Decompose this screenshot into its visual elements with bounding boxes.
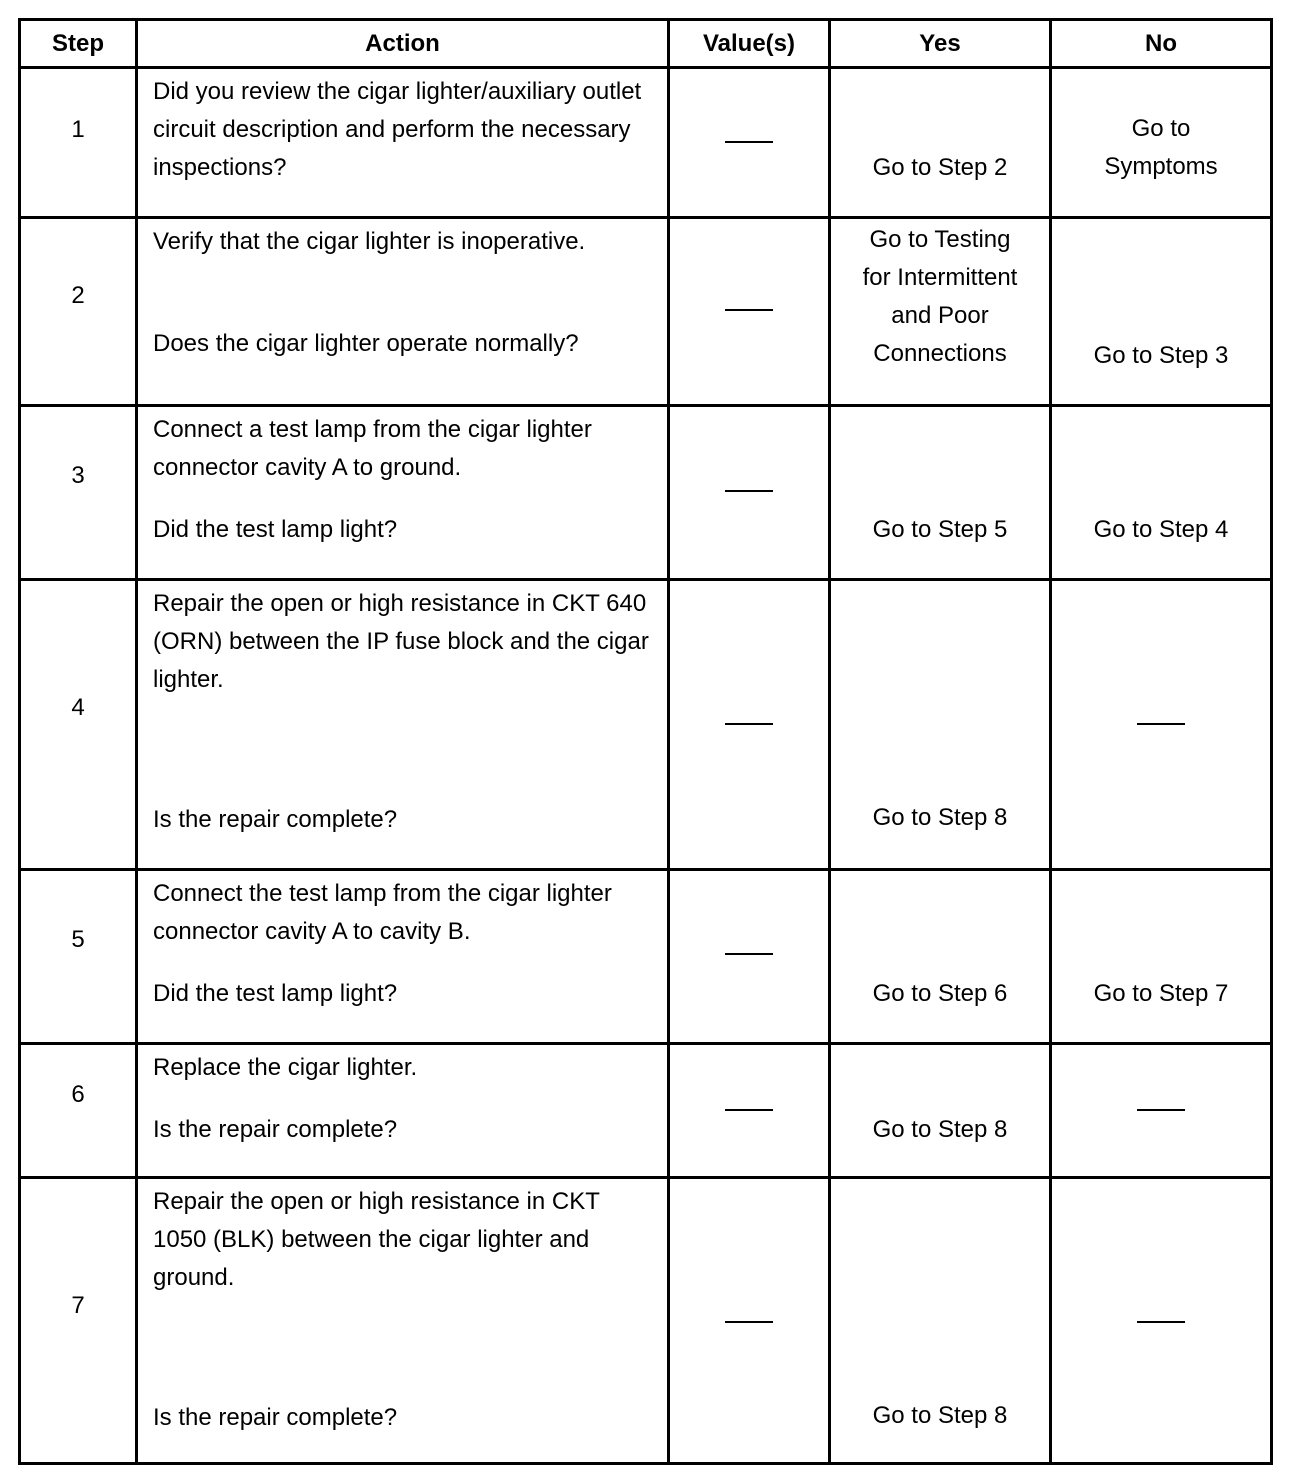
step-number: 5 (71, 926, 85, 953)
value-cell (669, 1044, 830, 1178)
value-cell (669, 406, 830, 580)
value-cell (669, 218, 830, 406)
action-text: Repair the open or high resistance in CKT 1050 (BLK) between the cigar lighter and ground. (153, 1188, 600, 1291)
step-cell (20, 580, 137, 870)
header-row (20, 20, 1272, 68)
yes-link[interactable]: Go to Step 6 (872, 980, 1008, 1007)
action-question: Did the test lamp light? (153, 516, 398, 543)
step-number: 1 (71, 116, 85, 143)
no-dash (1137, 1321, 1185, 1323)
table-row (20, 1044, 1272, 1178)
action-cell (137, 1044, 669, 1178)
yes-cell (830, 68, 1051, 218)
value-dash (725, 490, 773, 492)
no-dash (1137, 723, 1185, 725)
diagnostic-table (18, 18, 1273, 1465)
yes-cell (830, 406, 1051, 580)
value-cell (669, 580, 830, 870)
action-text: Verify that the cigar lighter is inoperative. (153, 228, 586, 255)
value-dash (725, 309, 773, 311)
header-step: Step (20, 20, 137, 68)
value-cell (669, 1178, 830, 1464)
action-text: Did you review the cigar lighter/auxiliary outlet circuit description and perform the necessary inspections? (153, 78, 642, 181)
action-cell (137, 68, 669, 218)
yes-cell (830, 580, 1051, 870)
header-no: No (1051, 20, 1272, 68)
no-cell (1051, 218, 1272, 406)
step-cell (20, 1178, 137, 1464)
yes-cell (830, 870, 1051, 1044)
no-cell (1051, 1044, 1272, 1178)
step-number: 6 (71, 1081, 85, 1108)
no-cell (1051, 68, 1272, 218)
no-link[interactable]: Go to Step 7 (1093, 980, 1229, 1007)
step-cell (20, 218, 137, 406)
header-yes: Yes (830, 20, 1051, 68)
no-cell (1051, 580, 1272, 870)
value-dash (725, 1321, 773, 1323)
no-cell (1051, 1178, 1272, 1464)
yes-cell (830, 1178, 1051, 1464)
no-link[interactable]: Go to Symptoms (1104, 115, 1218, 180)
no-dash (1137, 1109, 1185, 1111)
value-cell (669, 68, 830, 218)
action-text: Replace the cigar lighter. (153, 1054, 418, 1081)
table-row (20, 406, 1272, 580)
action-text: Connect the test lamp from the cigar lighter connector cavity A to cavity B. (153, 880, 612, 945)
step-cell (20, 1044, 137, 1178)
value-dash (725, 723, 773, 725)
no-link[interactable]: Go to Step 3 (1093, 342, 1229, 369)
action-cell (137, 218, 669, 406)
value-cell (669, 870, 830, 1044)
step-number: 2 (71, 282, 85, 309)
yes-link[interactable]: Go to Step 8 (872, 1116, 1008, 1143)
step-cell (20, 406, 137, 580)
yes-link[interactable]: Go to Step 8 (872, 1402, 1008, 1429)
step-cell (20, 68, 137, 218)
action-cell (137, 870, 669, 1044)
value-dash (725, 1109, 773, 1111)
action-question: Is the repair complete? (153, 806, 398, 833)
no-cell (1051, 870, 1272, 1044)
yes-link[interactable]: Go to Testing for Intermittent and Poor Connections (862, 226, 1018, 367)
action-question: Did the test lamp light? (153, 980, 398, 1007)
action-question: Does the cigar lighter operate normally? (153, 330, 579, 357)
action-cell (137, 406, 669, 580)
yes-cell (830, 218, 1051, 406)
header-action: Action (137, 20, 669, 68)
action-cell (137, 580, 669, 870)
step-number: 7 (71, 1292, 85, 1319)
no-cell (1051, 406, 1272, 580)
yes-cell (830, 1044, 1051, 1178)
action-cell (137, 1178, 669, 1464)
table-row (20, 218, 1272, 406)
table-row (20, 68, 1272, 218)
step-cell (20, 870, 137, 1044)
value-dash (725, 953, 773, 955)
table-row (20, 1178, 1272, 1464)
table-row (20, 580, 1272, 870)
action-question: Is the repair complete? (153, 1116, 398, 1143)
step-number: 4 (71, 694, 85, 721)
yes-link[interactable]: Go to Step 5 (872, 516, 1008, 543)
yes-link[interactable]: Go to Step 2 (872, 154, 1008, 181)
header-values: Value(s) (669, 20, 830, 68)
action-question: Is the repair complete? (153, 1404, 398, 1431)
table-row (20, 870, 1272, 1044)
action-text: Connect a test lamp from the cigar lighter connector cavity A to ground. (153, 416, 592, 481)
no-link[interactable]: Go to Step 4 (1093, 516, 1229, 543)
action-text: Repair the open or high resistance in CKT 640 (ORN) between the IP fuse block and the cigar lighter. (153, 590, 649, 693)
value-dash (725, 141, 773, 143)
step-number: 3 (71, 462, 85, 489)
yes-link[interactable]: Go to Step 8 (872, 804, 1008, 831)
